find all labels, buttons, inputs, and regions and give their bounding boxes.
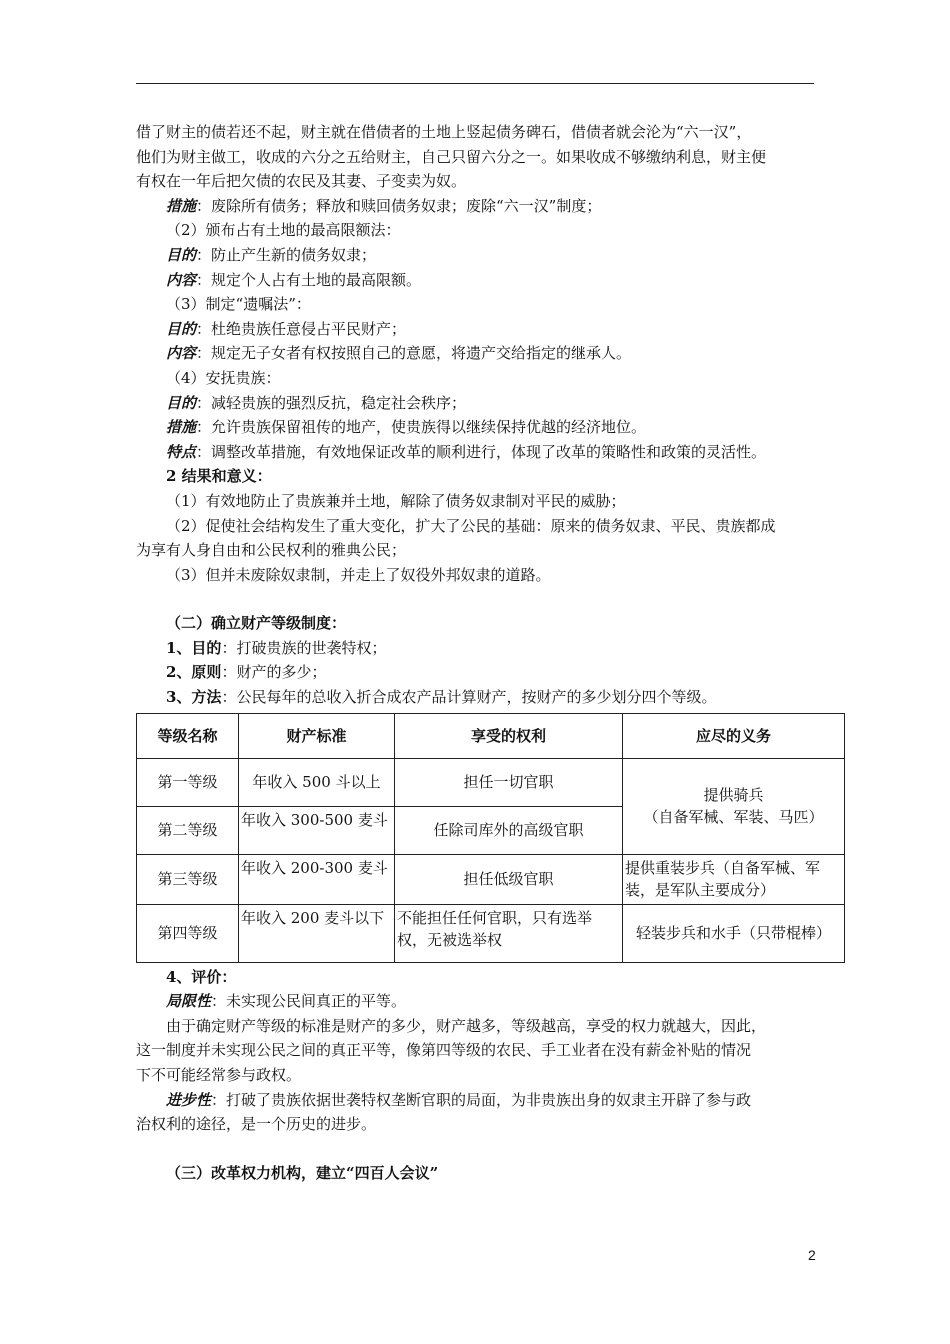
table-cell-duty: 轻装步兵和水手（只带棍棒） bbox=[623, 904, 845, 962]
table-header-row bbox=[137, 713, 845, 758]
duty-line-2: （自备军械、军装、马匹） bbox=[643, 808, 824, 827]
table-cell-duty: 提供重装步兵（自备军械、军装，是军队主要成分） bbox=[623, 854, 845, 904]
table-header-rights: 享受的权利 bbox=[395, 713, 623, 758]
table-header-standard: 财产标准 bbox=[239, 713, 395, 758]
feature-text: ：调整改革措施，有效地保证改革的顺利进行，体现了改革的策略性和政策的灵活性。 bbox=[196, 442, 767, 461]
duty-line-1: 提供骑兵 bbox=[703, 786, 764, 805]
table-cell-standard: 年收入 200 麦斗以下 bbox=[239, 904, 395, 962]
item-3-content-text: ：规定无子女者有权按照自己的意愿，将遗产交给指定的继承人。 bbox=[196, 344, 632, 363]
table-cell-standard: 年收入 200-300 麦斗 bbox=[239, 854, 395, 904]
item-3-purpose-text: ：杜绝贵族任意侵占平民财产； bbox=[196, 319, 407, 338]
principle-label: 2、原则 bbox=[166, 663, 222, 682]
item-2-purpose bbox=[136, 243, 816, 268]
purpose bbox=[136, 636, 816, 661]
limitation-line-1: 由于确定财产等级的标准是财产的多少，财产越多，等级越高，享受的权力就越大，因此， bbox=[166, 1016, 767, 1035]
item-2-content bbox=[136, 268, 816, 293]
measure-1-label: 措施 bbox=[166, 196, 197, 215]
limitation-line-3: 下不可能经常参与政权。 bbox=[136, 1066, 302, 1085]
intro-line-1: 借了财主的债若还不起，财主就在借债者的土地上竖起债务碑石，借债者就会沦为“六一汉”， bbox=[136, 123, 752, 141]
measure-1-text: ：废除所有债务；释放和赎回债务奴隶；废除“六一汉”制度； bbox=[196, 196, 602, 215]
section-2-heading: （二）确立财产等级制度： bbox=[166, 614, 347, 633]
table-cell-grade: 第三等级 bbox=[137, 854, 239, 904]
progress bbox=[136, 1088, 816, 1113]
page-number: 2 bbox=[808, 1247, 816, 1263]
progress-line-2: 治权利的途径，是一个历史的进步。 bbox=[136, 1115, 377, 1134]
item-4-measure-text: ：允许贵族保留祖传的地产，使贵族得以继续保持优越的经济地位。 bbox=[196, 418, 647, 437]
principle bbox=[136, 660, 816, 685]
item-3-purpose bbox=[136, 317, 816, 342]
result-1: （1）有效地防止了贵族兼并土地，解除了债务奴隶制对平民的威胁； bbox=[166, 491, 626, 510]
limitation-text: ：未实现公民间真正的平等。 bbox=[211, 992, 407, 1011]
feature-label: 特点 bbox=[166, 442, 197, 461]
intro-line-2: 他们为财主做工，收成的六分之五给财主，自己只留六分之一。如果收成不够缴纳利息，财主便 bbox=[136, 147, 767, 166]
item-4-purpose-label: 目的 bbox=[166, 393, 197, 412]
table-cell-standard: 年收入 300-500 麦斗 bbox=[239, 806, 395, 854]
table-cell-grade: 第一等级 bbox=[137, 758, 239, 806]
item-2-purpose-label: 目的 bbox=[166, 245, 197, 264]
feature bbox=[136, 440, 816, 465]
item-3-content bbox=[136, 341, 816, 366]
item-3-content-label: 内容 bbox=[166, 344, 197, 363]
table-cell-duty bbox=[623, 758, 845, 854]
progress-label: 进步性 bbox=[166, 1090, 212, 1109]
purpose-text: ：打破贵族的世袭特权； bbox=[221, 638, 387, 657]
page-content bbox=[136, 120, 831, 1185]
item-2-content-text: ：规定个人占有土地的最高限额。 bbox=[196, 270, 422, 289]
table-cell-standard: 年收入 500 斗以上 bbox=[239, 758, 395, 806]
limitation-label: 局限性 bbox=[166, 992, 212, 1011]
result-2-line-1: （2）促使社会结构发生了重大变化，扩大了公民的基础：原来的债务奴隶、平民、贵族都成 bbox=[166, 516, 776, 535]
table-row bbox=[137, 904, 845, 962]
intro-line-3: 有权在一年后把欠债的农民及其妻、子变卖为奴。 bbox=[136, 172, 467, 191]
item-3-heading: （3）制定“遗嘱法”： bbox=[166, 295, 311, 314]
table-cell-rights: 担任低级官职 bbox=[395, 854, 623, 904]
table-header-grade: 等级名称 bbox=[137, 713, 239, 758]
principle-text: ：财产的多少； bbox=[221, 663, 327, 682]
item-2-content-label: 内容 bbox=[166, 270, 197, 289]
progress-text: ：打破了贵族依据世袭特权垄断官职的局面，为非贵族出身的奴隶主开辟了参与政 bbox=[211, 1090, 752, 1109]
method bbox=[136, 685, 816, 710]
item-2-purpose-text: ：防止产生新的债务奴隶； bbox=[196, 245, 377, 264]
table-cell-grade: 第四等级 bbox=[137, 904, 239, 962]
item-4-measure bbox=[136, 415, 816, 440]
header-rule bbox=[136, 83, 814, 84]
table-row bbox=[137, 758, 845, 806]
evaluation-heading: 4、评价： bbox=[166, 967, 237, 986]
item-2-heading: （2）颁布占有土地的最高限额法： bbox=[166, 221, 401, 240]
method-label: 3、方法 bbox=[166, 688, 222, 707]
item-3-purpose-label: 目的 bbox=[166, 319, 197, 338]
item-4-measure-label: 措施 bbox=[166, 418, 197, 437]
table-row bbox=[137, 854, 845, 904]
result-heading: 2 结果和意义： bbox=[166, 467, 272, 486]
result-3: （3）但并未废除奴隶制，并走上了奴役外邦奴隶的道路。 bbox=[166, 565, 551, 584]
table-cell-rights: 担任一切官职 bbox=[395, 758, 623, 806]
item-4-purpose-text: ：减轻贵族的强烈反抗，稳定社会秩序； bbox=[196, 393, 467, 412]
method-text: ：公民每年的总收入折合成农产品计算财产，按财产的多少划分四个等级。 bbox=[221, 688, 717, 707]
table-cell-grade: 第二等级 bbox=[137, 806, 239, 854]
table-cell-rights: 不能担任任何官职，只有选举权，无被选举权 bbox=[395, 904, 623, 962]
table-header-duty: 应尽的义务 bbox=[623, 713, 845, 758]
property-class-table bbox=[136, 713, 845, 963]
result-2-line-2: 为享有人身自由和公民权利的雅典公民； bbox=[136, 541, 407, 560]
limitation bbox=[136, 989, 816, 1014]
limitation-line-2: 这一制度并未实现公民之间的真正平等，像第四等级的农民、手工业者在没有薪金补贴的情况 bbox=[136, 1041, 752, 1060]
measure-1 bbox=[136, 194, 816, 219]
table-cell-rights: 任除司库外的高级官职 bbox=[395, 806, 623, 854]
item-4-heading: （4）安抚贵族： bbox=[166, 368, 281, 387]
section-3-heading: （三）改革权力机构，建立“四百人会议” bbox=[166, 1163, 439, 1182]
purpose-label: 1、目的 bbox=[166, 638, 222, 657]
item-4-purpose bbox=[136, 391, 816, 416]
